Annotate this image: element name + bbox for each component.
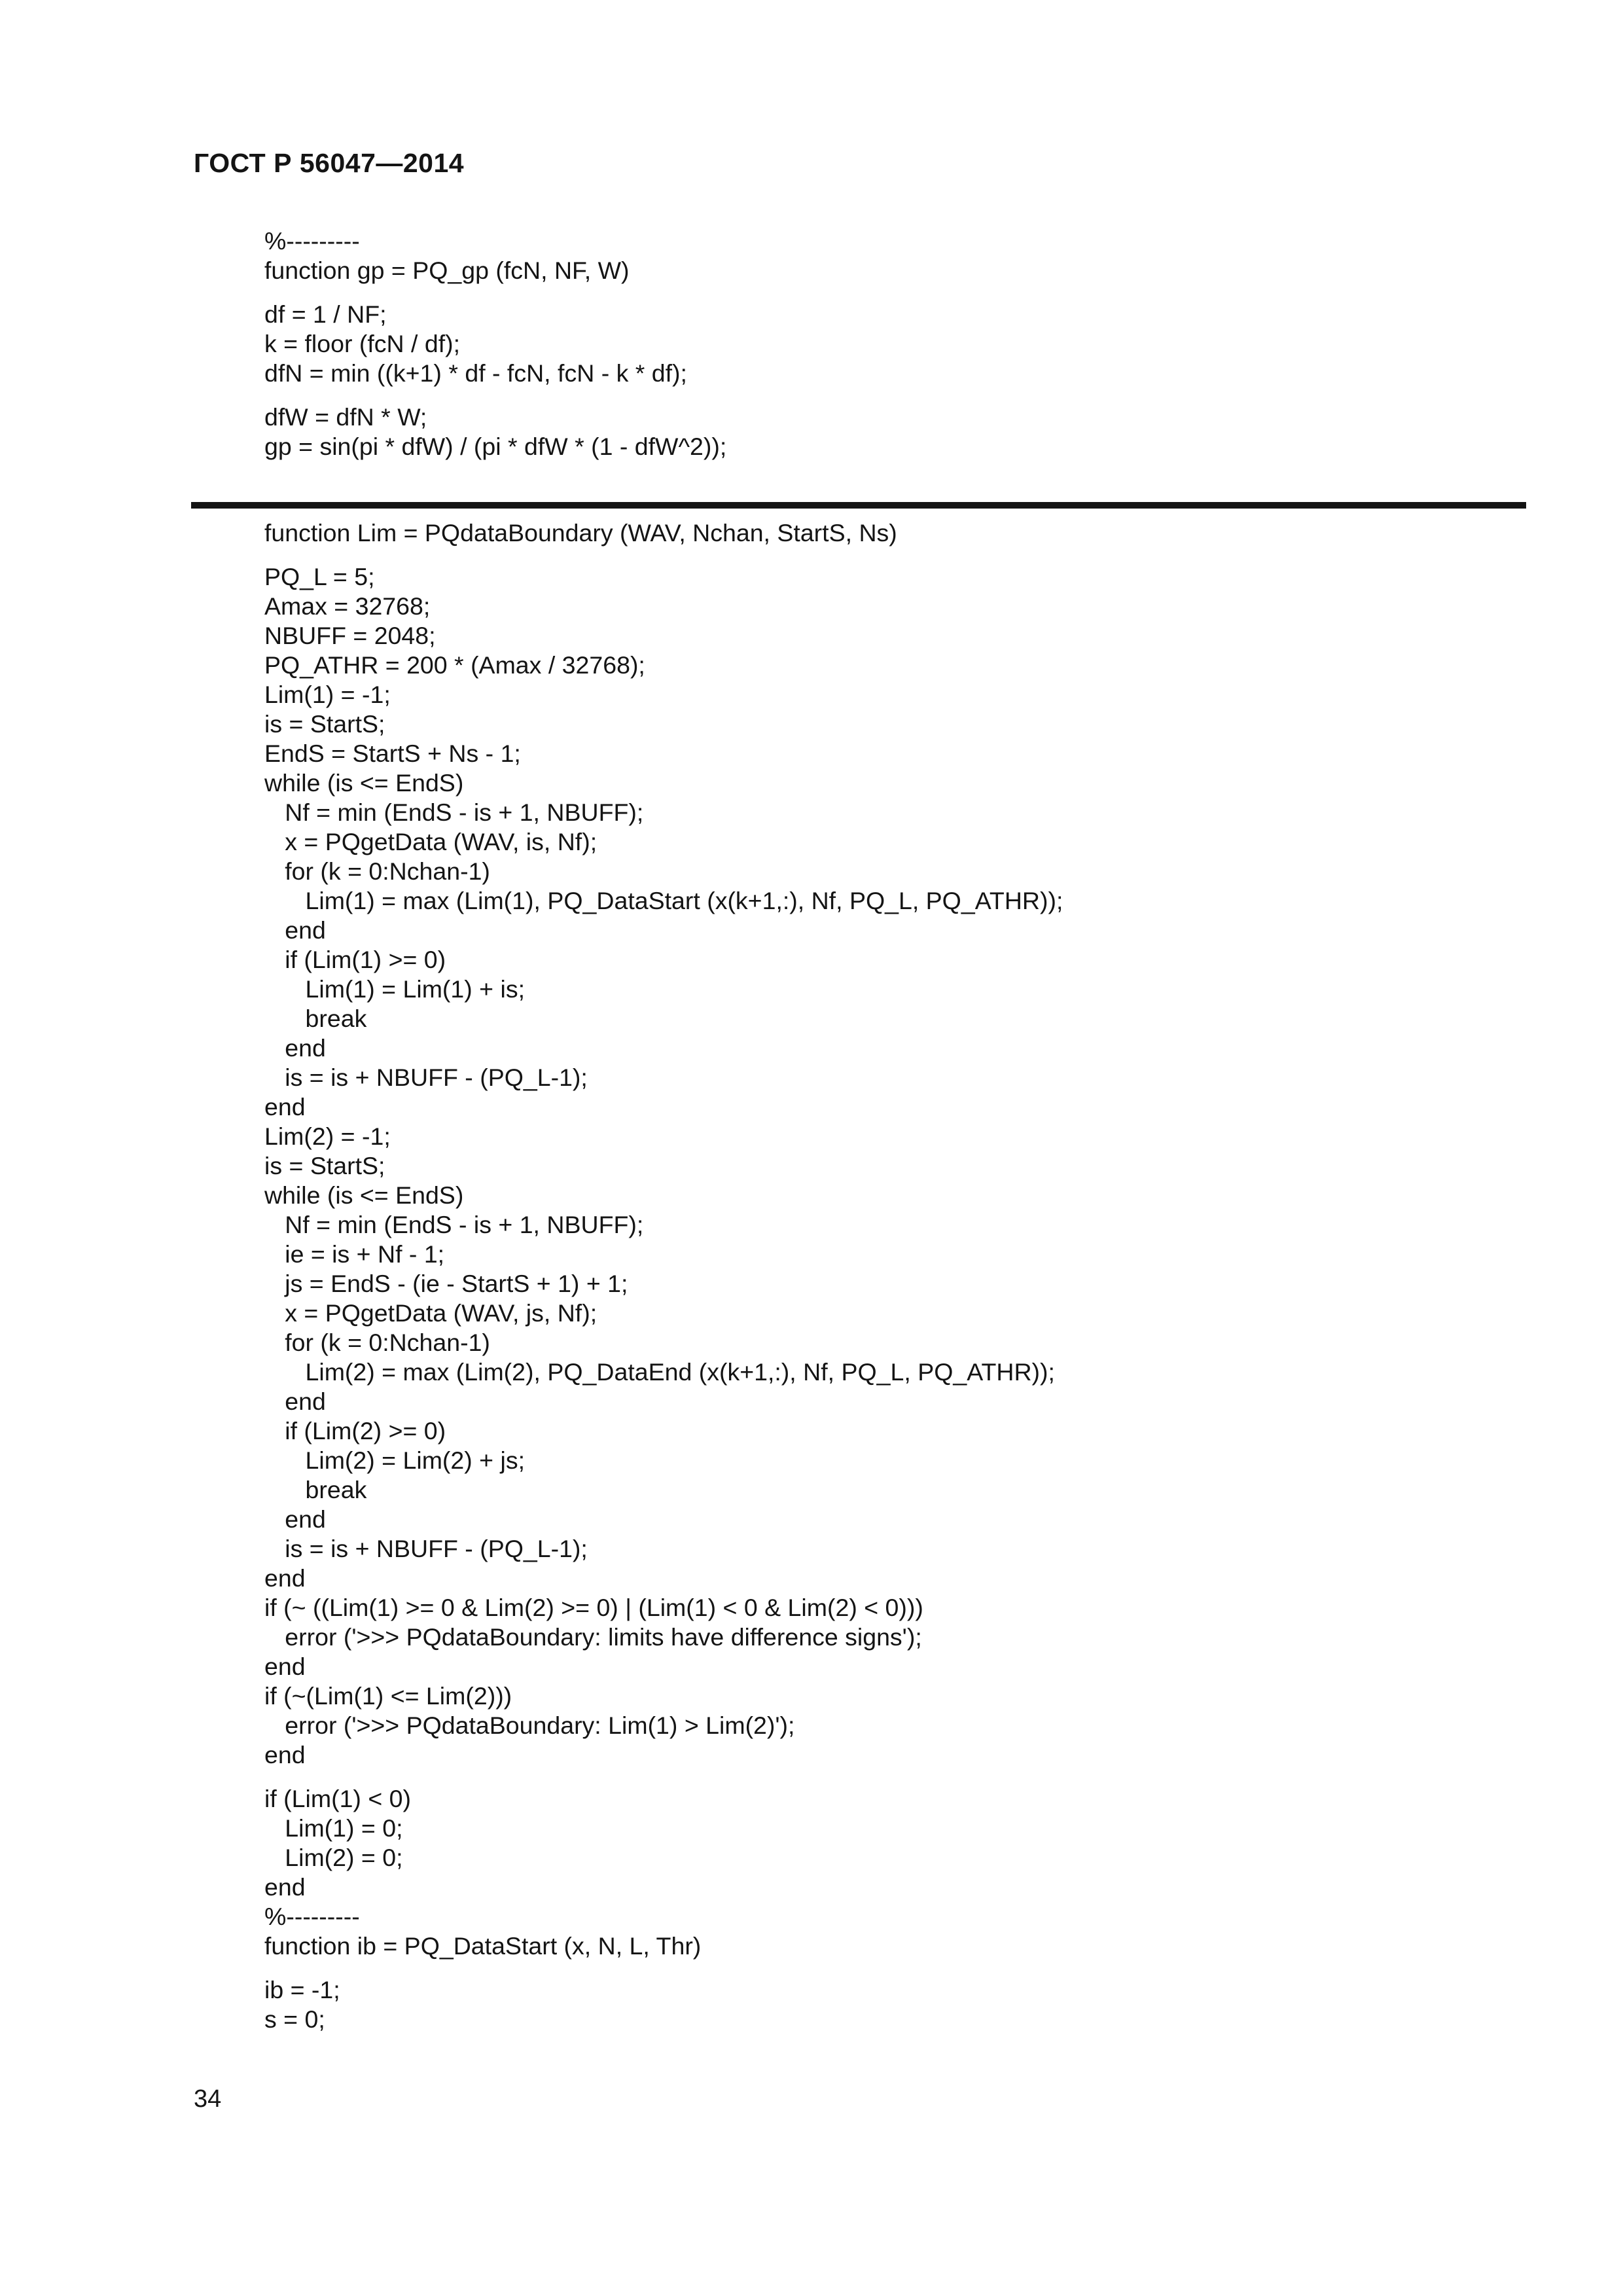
code-line: is = StartS; xyxy=(264,710,385,738)
code-line: end xyxy=(264,1093,306,1121)
code-line: Lim(1) = 0; xyxy=(264,1814,403,1842)
code-line: while (is <= EndS) xyxy=(264,1181,464,1209)
code-line: Nf = min (EndS - is + 1, NBUFF); xyxy=(264,798,644,826)
code-block-pq-data-boundary xyxy=(264,518,1063,2034)
code-line: k = floor (fcN / df); xyxy=(264,330,461,357)
code-line: end xyxy=(264,1653,306,1680)
code-line: js = EndS - (ie - StartS + 1) + 1; xyxy=(264,1270,628,1297)
code-line: for (k = 0:Nchan-1) xyxy=(264,857,490,885)
code-line: Lim(2) = 0; xyxy=(264,1844,403,1871)
code-line: error ('>>> PQdataBoundary: limits have difference signs'); xyxy=(264,1623,922,1651)
code-line: function ib = PQ_DataStart (x, N, L, Thr) xyxy=(264,1932,702,1960)
code-line: dfW = dfN * W; xyxy=(264,403,427,431)
code-line: gp = sin(pi * dfW) / (pi * dfW * (1 - dfW^2)); xyxy=(264,433,727,460)
page-number: 34 xyxy=(194,2085,222,2113)
code-line: x = PQgetData (WAV, is, Nf); xyxy=(264,828,597,855)
code-line: EndS = StartS + Ns - 1; xyxy=(264,740,521,767)
code-line: end xyxy=(264,916,326,944)
code-line: end xyxy=(264,1741,306,1768)
code-line: Lim(2) = Lim(2) + js; xyxy=(264,1446,525,1474)
code-line: break xyxy=(264,1005,367,1032)
code-line: %--------- xyxy=(264,227,360,255)
code-line: s = 0; xyxy=(264,2005,325,2033)
code-line: while (is <= EndS) xyxy=(264,769,464,797)
code-block-pq-gp xyxy=(264,226,726,461)
code-line: if (~ ((Lim(1) >= 0 & Lim(2) >= 0) | (Lim(1) < 0 & Lim(2) < 0))) xyxy=(264,1594,923,1621)
code-line: %--------- xyxy=(264,1903,360,1930)
code-line: function Lim = PQdataBoundary (WAV, Nchan, StartS, Ns) xyxy=(264,519,897,547)
code-line: is = StartS; xyxy=(264,1152,385,1179)
code-line: end xyxy=(264,1034,326,1062)
section-divider xyxy=(191,502,1526,509)
code-line: break xyxy=(264,1476,367,1503)
code-line: Lim(2) = max (Lim(2), PQ_DataEnd (x(k+1,:), Nf, PQ_L, PQ_ATHR)); xyxy=(264,1358,1055,1386)
code-line: PQ_ATHR = 200 * (Amax / 32768); xyxy=(264,651,645,679)
code-line: is = is + NBUFF - (PQ_L-1); xyxy=(264,1064,588,1091)
code-line: if (Lim(1) >= 0) xyxy=(264,946,446,973)
document-header: ГОСТ Р 56047—2014 xyxy=(194,148,465,178)
code-line: Nf = min (EndS - is + 1, NBUFF); xyxy=(264,1211,644,1238)
code-line: end xyxy=(264,1564,306,1592)
code-line: error ('>>> PQdataBoundary: Lim(1) > Lim(2)'); xyxy=(264,1712,795,1739)
code-line: Lim(2) = -1; xyxy=(264,1122,391,1150)
code-line: end xyxy=(264,1505,326,1533)
code-line: function gp = PQ_gp (fcN, NF, W) xyxy=(264,257,630,284)
code-line: PQ_L = 5; xyxy=(264,563,375,590)
code-line: end xyxy=(264,1873,306,1901)
code-line: if (Lim(1) < 0) xyxy=(264,1785,411,1812)
code-line: Lim(1) = -1; xyxy=(264,681,391,708)
code-line: end xyxy=(264,1388,326,1415)
code-line: ie = is + Nf - 1; xyxy=(264,1240,445,1268)
code-line: Lim(1) = Lim(1) + is; xyxy=(264,975,525,1003)
code-line: if (~(Lim(1) <= Lim(2))) xyxy=(264,1682,512,1710)
code-line: NBUFF = 2048; xyxy=(264,622,436,649)
code-line: Amax = 32768; xyxy=(264,592,431,620)
code-line: x = PQgetData (WAV, js, Nf); xyxy=(264,1299,597,1327)
code-line: ib = -1; xyxy=(264,1976,340,2003)
code-line: if (Lim(2) >= 0) xyxy=(264,1417,446,1444)
code-line: Lim(1) = max (Lim(1), PQ_DataStart (x(k+1,:), Nf, PQ_L, PQ_ATHR)); xyxy=(264,887,1063,914)
code-line: for (k = 0:Nchan-1) xyxy=(264,1329,490,1356)
code-line: dfN = min ((k+1) * df - fcN, fcN - k * df); xyxy=(264,359,687,387)
code-line: df = 1 / NF; xyxy=(264,300,387,328)
code-line: is = is + NBUFF - (PQ_L-1); xyxy=(264,1535,588,1562)
